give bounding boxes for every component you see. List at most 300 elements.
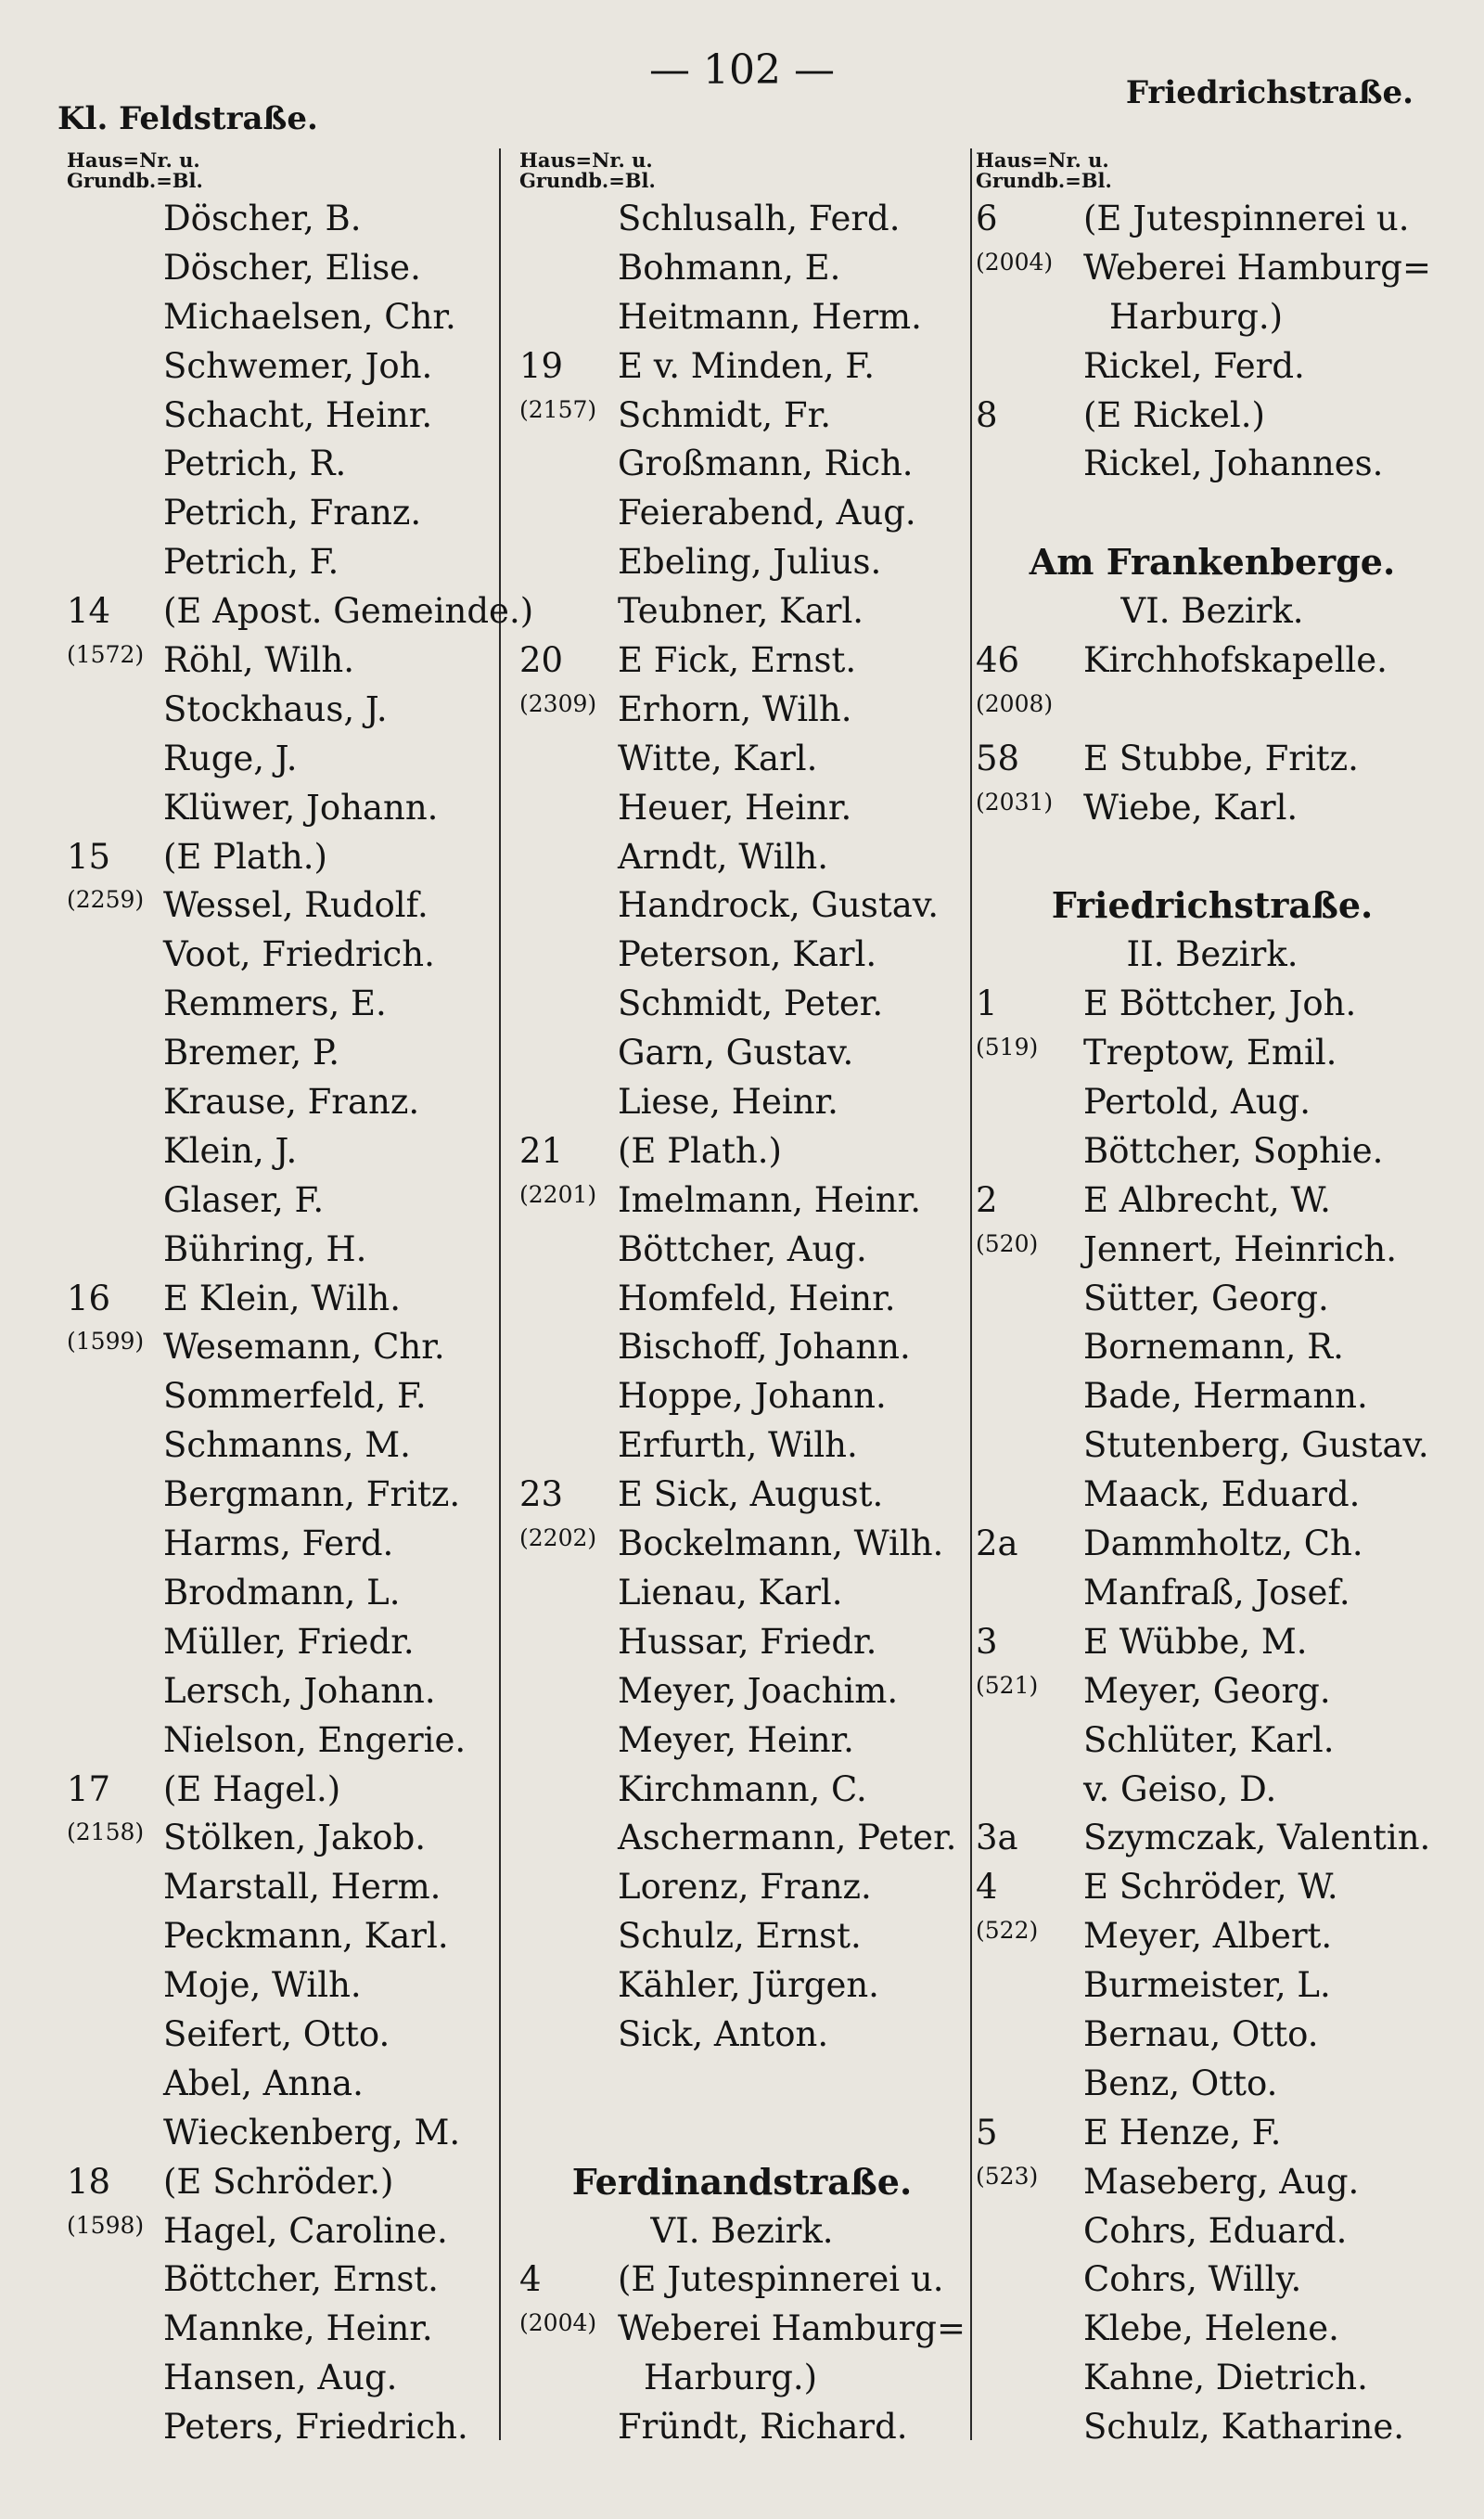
resident-name: (E Jutespinnerei u. <box>618 2259 944 2300</box>
resident-entry <box>67 1520 492 1569</box>
resident-name: v. Geiso, D. <box>1083 1768 1277 1809</box>
resident-entry <box>67 392 492 441</box>
resident-name: Röhl, Wilh. <box>163 640 354 681</box>
resident-entry <box>976 1323 1449 1372</box>
resident-entry <box>976 2060 1449 2109</box>
house-number: 3a <box>976 1818 1018 1858</box>
blank-row <box>976 833 1449 882</box>
house-number: 5 <box>976 2112 998 2153</box>
resident-name: Brodmann, L. <box>163 1572 401 1613</box>
resident-entry <box>519 1275 965 1324</box>
resident-entry <box>67 2403 492 2452</box>
resident-entry <box>67 1863 492 1912</box>
blank-row <box>519 2109 965 2158</box>
street-heading: Ferdinandstraße. <box>571 2160 913 2203</box>
resident-entry <box>67 195 492 244</box>
resident-name: Marstall, Herm. <box>163 1867 441 1908</box>
resident-name: Burmeister, L. <box>1083 1965 1331 2006</box>
resident-name: Heitmann, Herm. <box>618 296 922 337</box>
resident-name: Wiebe, Karl. <box>1083 787 1298 828</box>
resident-entry <box>67 1078 492 1127</box>
house-number: 3 <box>976 1621 998 1662</box>
resident-entry <box>67 1912 492 1961</box>
resident-name: Peters, Friedrich. <box>163 2407 468 2448</box>
ledger-number: (2004) <box>976 248 1054 276</box>
resident-name: Lersch, Johann. <box>163 1670 436 1711</box>
resident-name: Schmidt, Peter. <box>618 983 884 1024</box>
house-number: 46 <box>976 640 1020 681</box>
resident-name: (E Plath.) <box>618 1130 782 1171</box>
resident-name: Schlüter, Karl. <box>1083 1719 1335 1760</box>
resident-name: Benz, Otto. <box>1083 2063 1278 2103</box>
resident-entry <box>67 342 492 392</box>
ledger-number: (523) <box>976 2162 1039 2190</box>
blank-row <box>976 489 1449 538</box>
resident-entry <box>976 2158 1449 2207</box>
resident-name: E Albrecht, W. <box>1083 1179 1331 1220</box>
resident-name: Seifert, Otto. <box>163 2013 390 2054</box>
resident-entry <box>976 1863 1449 1912</box>
resident-entry <box>519 440 965 489</box>
resident-entry <box>519 244 965 293</box>
resident-entry <box>519 881 965 931</box>
ledger-number: (2031) <box>976 788 1054 816</box>
resident-entry <box>67 440 492 489</box>
house-number: 4 <box>519 2259 542 2300</box>
column-divider-1 <box>499 148 501 2440</box>
resident-name: Müller, Friedr. <box>163 1621 415 1662</box>
house-number: 4 <box>976 1867 998 1908</box>
resident-entry <box>67 1127 492 1176</box>
resident-entry <box>519 1863 965 1912</box>
resident-entry <box>67 538 492 587</box>
ledger-number: (2008) <box>976 689 1054 717</box>
column-header-house-no: Haus=Nr. u. <box>67 148 200 172</box>
resident-entry <box>67 1961 492 2011</box>
resident-entry <box>976 1912 1449 1961</box>
resident-name: Petrich, Franz. <box>163 493 422 533</box>
resident-name: Cohrs, Willy. <box>1083 2259 1302 2300</box>
resident-name: Homfeld, Heinr. <box>618 1278 896 1318</box>
resident-entry <box>519 1078 965 1127</box>
resident-entry <box>67 1176 492 1226</box>
resident-name: Bornemann, R. <box>1083 1327 1344 1368</box>
resident-entry <box>67 1667 492 1716</box>
resident-name: Bremer, P. <box>163 1033 340 1073</box>
resident-name: Schulz, Katharine. <box>1083 2407 1405 2448</box>
resident-name: Sommerfeld, F. <box>163 1376 427 1417</box>
resident-entry <box>67 2354 492 2403</box>
ledger-number: (2309) <box>519 689 597 717</box>
resident-name: Arndt, Wilh. <box>618 836 828 877</box>
resident-name: Peckmann, Karl. <box>163 1916 449 1957</box>
resident-name: Wessel, Rudolf. <box>163 885 429 926</box>
ledger-number: (2157) <box>519 395 597 423</box>
street-heading: Friedrichstraße. <box>1051 884 1374 927</box>
resident-name: Harms, Ferd. <box>163 1523 394 1564</box>
resident-name: Bohmann, E. <box>618 247 841 288</box>
resident-name: Petrich, F. <box>163 542 339 583</box>
column-header <box>519 150 965 191</box>
house-number: 15 <box>67 836 111 877</box>
resident-entry <box>67 489 492 538</box>
house-number: 20 <box>519 640 564 681</box>
resident-entry <box>519 1323 965 1372</box>
resident-entry <box>67 1275 492 1324</box>
house-number: 21 <box>519 1130 564 1171</box>
column-right <box>976 150 1449 2452</box>
resident-entry <box>976 1029 1449 1078</box>
column-header-ledger: Grundb.=Bl. <box>519 169 656 192</box>
resident-entry <box>976 1766 1449 1815</box>
resident-entry <box>519 392 965 441</box>
resident-name: Rickel, Johannes. <box>1083 443 1384 484</box>
resident-name: Weberei Hamburg= <box>618 2308 966 2349</box>
column-header-ledger: Grundb.=Bl. <box>976 169 1112 192</box>
resident-entry <box>519 1520 965 1569</box>
resident-name: Garn, Gustav. <box>618 1033 854 1073</box>
ledger-number: (519) <box>976 1034 1039 1061</box>
resident-name: Maack, Eduard. <box>1083 1474 1361 1515</box>
resident-name: E Sick, August. <box>618 1474 884 1515</box>
resident-name: Schmanns, M. <box>163 1425 411 1466</box>
house-number: 2 <box>976 1179 998 1220</box>
resident-name: Petrich, R. <box>163 443 347 484</box>
resident-name: Klein, J. <box>163 1130 298 1171</box>
resident-name: Wieckenberg, M. <box>163 2112 461 2153</box>
resident-entry <box>519 735 965 784</box>
resident-name: Michaelsen, Chr. <box>163 296 456 337</box>
resident-entry <box>976 1226 1449 1275</box>
resident-name: Pertold, Aug. <box>1083 1082 1311 1123</box>
resident-entry <box>519 1176 965 1226</box>
resident-name: Stutenberg, Gustav. <box>1083 1425 1429 1466</box>
resident-name: Hussar, Friedr. <box>618 1621 877 1662</box>
resident-name: Döscher, Elise. <box>163 247 421 288</box>
resident-name: Meyer, Georg. <box>1083 1670 1331 1711</box>
resident-name: E Henze, F. <box>1083 2112 1282 2153</box>
resident-entry <box>976 2207 1449 2256</box>
resident-name: Witte, Karl. <box>618 738 818 778</box>
resident-entry <box>519 2011 965 2060</box>
house-number: 16 <box>67 1278 111 1318</box>
resident-name: Treptow, Emil. <box>1083 1033 1337 1073</box>
resident-entry <box>976 1569 1449 1618</box>
resident-entry <box>67 293 492 342</box>
resident-entry <box>519 2305 965 2354</box>
resident-name: Harburg.) <box>644 2358 818 2398</box>
column-divider-2 <box>970 148 972 2440</box>
resident-entry <box>519 587 965 636</box>
resident-entry <box>976 1372 1449 1421</box>
resident-name: Szymczak, Valentin. <box>1083 1818 1431 1858</box>
resident-entry <box>519 833 965 882</box>
resident-entry <box>519 342 965 392</box>
house-number: 6 <box>976 199 998 238</box>
resident-entry <box>976 784 1449 833</box>
resident-entry <box>976 1667 1449 1716</box>
resident-entry <box>976 392 1449 441</box>
resident-entry <box>976 342 1449 392</box>
resident-entry <box>519 538 965 587</box>
ledger-number: (2202) <box>519 1524 597 1552</box>
resident-name: Bischoff, Johann. <box>618 1327 911 1368</box>
resident-entry <box>519 1226 965 1275</box>
house-number: 58 <box>976 738 1020 778</box>
resident-name: Dammholtz, Ch. <box>1083 1523 1363 1564</box>
column-header-house-no: Haus=Nr. u. <box>519 148 653 172</box>
resident-entry <box>67 881 492 931</box>
resident-name: Voot, Friedrich. <box>163 934 435 975</box>
resident-entry <box>519 1471 965 1520</box>
resident-name: Rickel, Ferd. <box>1083 345 1305 386</box>
resident-name: Fründt, Richard. <box>618 2407 908 2448</box>
resident-name: E v. Minden, F. <box>618 345 875 386</box>
resident-entry <box>67 2256 492 2305</box>
resident-name: Schulz, Ernst. <box>618 1916 862 1957</box>
resident-name: Feierabend, Aug. <box>618 493 916 533</box>
column-header-house-no: Haus=Nr. u. <box>976 148 1109 172</box>
resident-name: Krause, Franz. <box>163 1082 420 1123</box>
resident-name: E Schröder, W. <box>1083 1867 1338 1908</box>
resident-entry <box>67 1471 492 1520</box>
resident-name: (E Hagel.) <box>163 1768 341 1809</box>
resident-name: Sick, Anton. <box>618 2013 829 2054</box>
street-heading: Am Frankenberge. <box>1029 541 1396 584</box>
resident-name: Kähler, Jürgen. <box>618 1965 879 2006</box>
resident-entry <box>519 489 965 538</box>
column-header <box>67 150 492 191</box>
resident-name: E Klein, Wilh. <box>163 1278 401 1318</box>
blank-row <box>519 2060 965 2109</box>
resident-name: Lorenz, Franz. <box>618 1867 872 1908</box>
column-header-ledger: Grundb.=Bl. <box>67 169 203 192</box>
resident-name: Manfraß, Josef. <box>1083 1572 1350 1613</box>
resident-entry <box>67 1421 492 1471</box>
resident-name: Kirchhofskapelle. <box>1083 640 1388 681</box>
resident-entry <box>976 636 1449 686</box>
resident-entry <box>976 1078 1449 1127</box>
resident-entry <box>976 440 1449 489</box>
resident-name: Bergmann, Fritz. <box>163 1474 461 1515</box>
resident-name: Kahne, Dietrich. <box>1083 2358 1368 2398</box>
resident-entry <box>976 2354 1449 2403</box>
resident-name: Erfurth, Wilh. <box>618 1425 858 1466</box>
house-number: 1 <box>976 983 998 1024</box>
resident-name: Erhorn, Wilh. <box>618 688 852 729</box>
resident-name: Hansen, Aug. <box>163 2358 398 2398</box>
resident-entry <box>67 2011 492 2060</box>
resident-name: Schwemer, Joh. <box>163 345 433 386</box>
resident-name: Bade, Hermann. <box>1083 1376 1368 1417</box>
resident-entry <box>67 1323 492 1372</box>
resident-entry <box>67 833 492 882</box>
resident-entry <box>519 1029 965 1078</box>
resident-name: Liese, Heinr. <box>618 1082 838 1123</box>
ledger-number: (1598) <box>67 2211 145 2239</box>
resident-name: Lienau, Karl. <box>618 1572 843 1613</box>
resident-entry <box>519 1372 965 1421</box>
resident-entry <box>976 735 1449 784</box>
resident-name: Cohrs, Eduard. <box>1083 2210 1348 2251</box>
resident-name: Klüwer, Johann. <box>163 787 439 828</box>
resident-name: E Stubbe, Fritz. <box>1083 738 1359 778</box>
resident-entry <box>67 1226 492 1275</box>
resident-entry <box>976 1520 1449 1569</box>
resident-name: E Böttcher, Joh. <box>1083 983 1357 1024</box>
ledger-number: (521) <box>976 1671 1039 1699</box>
resident-name: Teubner, Karl. <box>618 591 864 632</box>
resident-name: Meyer, Heinr. <box>618 1719 854 1760</box>
resident-entry <box>976 2305 1449 2354</box>
resident-name: (E Jutespinnerei u. <box>1083 199 1410 238</box>
ledger-number: (520) <box>976 1229 1039 1257</box>
ledger-number: (1572) <box>67 641 145 669</box>
resident-name: Schmidt, Fr. <box>618 394 831 435</box>
resident-entry <box>976 1814 1449 1863</box>
house-number: 18 <box>67 2161 111 2202</box>
resident-entry <box>976 1176 1449 1226</box>
ledger-number: (2004) <box>519 2309 597 2337</box>
resident-name: Peterson, Karl. <box>618 934 877 975</box>
resident-entry <box>67 587 534 636</box>
resident-entry <box>519 1569 965 1618</box>
district-label: VI. Bezirk. <box>650 2210 834 2251</box>
resident-name: (E Apost. Gemeinde.) <box>163 591 534 632</box>
resident-entry <box>67 931 492 980</box>
resident-name: Glaser, F. <box>163 1179 325 1220</box>
resident-name: Klebe, Helene. <box>1083 2308 1339 2349</box>
resident-entry <box>519 293 965 342</box>
column-middle <box>519 150 965 2452</box>
resident-entry <box>519 195 965 244</box>
resident-name: E Fick, Ernst. <box>618 640 857 681</box>
resident-entry <box>976 1275 1449 1324</box>
resident-entry <box>67 636 492 686</box>
resident-name: Döscher, B. <box>163 199 362 238</box>
resident-entry <box>519 1814 965 1863</box>
resident-name: Bockelmann, Wilh. <box>618 1523 944 1564</box>
resident-entry <box>67 2109 492 2158</box>
resident-name: Remmers, E. <box>163 983 387 1024</box>
house-number: 14 <box>67 591 111 632</box>
resident-name: (E Plath.) <box>163 836 327 877</box>
resident-entry <box>519 2354 965 2403</box>
ledger-number: (2259) <box>67 886 145 914</box>
resident-entry <box>519 1421 965 1471</box>
resident-entry <box>519 2403 965 2452</box>
resident-entry <box>976 1618 1449 1667</box>
resident-name: (E Schröder.) <box>163 2161 394 2202</box>
resident-name: Wesemann, Chr. <box>163 1327 445 1368</box>
resident-entry <box>519 1127 965 1176</box>
resident-entry <box>67 1814 492 1863</box>
resident-name: Stölken, Jakob. <box>163 1818 427 1858</box>
resident-entry <box>976 1127 1449 1176</box>
resident-name: Ebeling, Julius. <box>618 542 882 583</box>
resident-name: Großmann, Rich. <box>618 443 914 484</box>
resident-name: Sütter, Georg. <box>1083 1278 1329 1318</box>
resident-entry <box>67 735 492 784</box>
resident-entry <box>976 686 1449 735</box>
resident-entry <box>519 1618 965 1667</box>
resident-entry <box>67 1716 492 1766</box>
resident-entry <box>976 2109 1449 2158</box>
resident-entry <box>519 980 965 1029</box>
resident-name: Böttcher, Aug. <box>618 1228 867 1269</box>
resident-entry <box>67 1766 492 1815</box>
resident-name: (E Rickel.) <box>1083 394 1265 435</box>
resident-entry <box>67 2305 492 2354</box>
house-number: 23 <box>519 1474 564 1515</box>
resident-name: Bühring, H. <box>163 1228 367 1269</box>
resident-name: Handrock, Gustav. <box>618 885 940 926</box>
resident-name: Ruge, J. <box>163 738 298 778</box>
resident-entry <box>519 1961 965 2011</box>
resident-name: Bernau, Otto. <box>1083 2013 1319 2054</box>
resident-entry <box>519 1667 965 1716</box>
resident-entry <box>67 1372 492 1421</box>
resident-entry <box>67 1618 492 1667</box>
resident-name: Maseberg, Aug. <box>1083 2161 1360 2202</box>
resident-name: Böttcher, Sophie. <box>1083 1130 1384 1171</box>
resident-entry <box>976 2256 1449 2305</box>
resident-entry <box>519 636 965 686</box>
resident-name: Böttcher, Ernst. <box>163 2259 439 2300</box>
resident-entry <box>976 1961 1449 2011</box>
resident-name: Jennert, Heinrich. <box>1083 1228 1398 1269</box>
header-right-street: Friedrichstraße. <box>1125 74 1414 111</box>
resident-entry <box>976 1471 1449 1520</box>
resident-entry <box>976 980 1449 1029</box>
resident-entry <box>519 1912 965 1961</box>
resident-name: Moje, Wilh. <box>163 1965 362 2006</box>
resident-entry <box>976 1716 1449 1766</box>
resident-entry <box>519 931 965 980</box>
resident-name: Meyer, Joachim. <box>618 1670 899 1711</box>
resident-name: Kirchmann, C. <box>618 1768 867 1809</box>
house-number: 2a <box>976 1523 1018 1564</box>
resident-entry <box>519 1766 965 1815</box>
district-label: VI. Bezirk. <box>1120 591 1304 632</box>
column-left <box>67 148 534 2452</box>
resident-name: Nielson, Engerie. <box>163 1719 467 1760</box>
resident-entry <box>67 980 492 1029</box>
resident-name: Harburg.) <box>1109 296 1284 337</box>
resident-name: Schacht, Heinr. <box>163 394 433 435</box>
resident-entry <box>976 195 1449 244</box>
resident-name: Meyer, Albert. <box>1083 1916 1333 1957</box>
resident-entry <box>976 2403 1449 2452</box>
resident-name: Mannke, Heinr. <box>163 2308 433 2349</box>
resident-entry <box>67 784 492 833</box>
resident-entry <box>976 2011 1449 2060</box>
resident-entry <box>67 244 492 293</box>
resident-name: Aschermann, Peter. <box>618 1818 957 1858</box>
ledger-number: (2158) <box>67 1819 145 1846</box>
resident-entry <box>976 293 1449 342</box>
resident-entry <box>976 244 1449 293</box>
resident-entry <box>67 2207 492 2256</box>
resident-entry <box>519 1716 965 1766</box>
resident-name: Heuer, Heinr. <box>618 787 852 828</box>
resident-entry <box>67 2158 492 2207</box>
resident-name: E Wübbe, M. <box>1083 1621 1308 1662</box>
resident-entry <box>67 1029 492 1078</box>
resident-entry <box>519 2256 965 2305</box>
resident-name: Weberei Hamburg= <box>1083 247 1431 288</box>
district-label: II. Bezirk. <box>1126 934 1298 975</box>
